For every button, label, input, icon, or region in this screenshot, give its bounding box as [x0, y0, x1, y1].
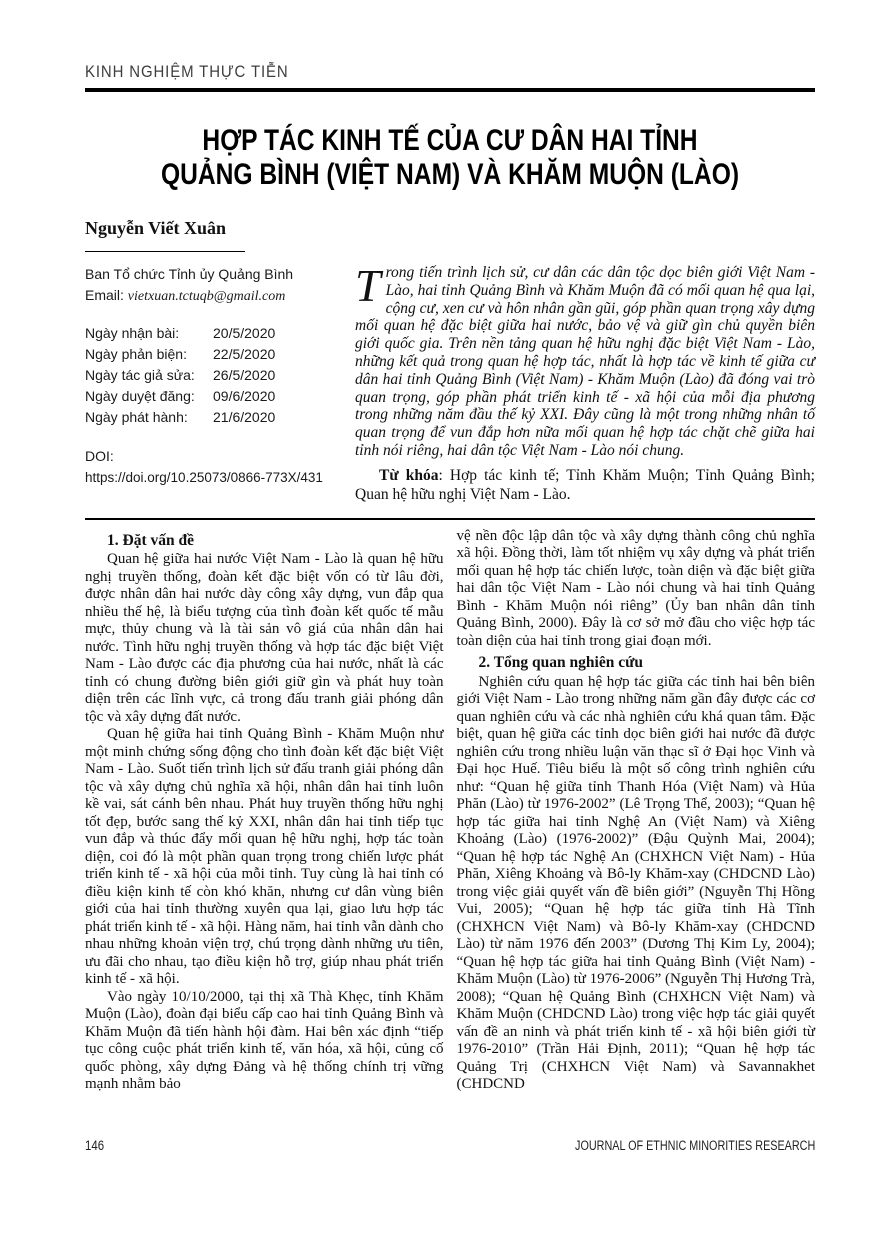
body-paragraph: Nghiên cứu quan hệ hợp tác giữa các tỉnh hai bên biên giới Việt Nam - Lào trong những năm gần đây được các cơ quan nghiên cứu và các nhà nghiên cứu khá quan tâm. Đặc biệt, quan hệ giữa các tỉnh dọc biên giới hai nước đã được nghiên cứu trong nhiều luận văn thạc sĩ ở Đại học Vinh và Đại học Huế. Tiêu biểu là một số công trình nghiên cứu như: “Quan hệ giữa tỉnh Thanh Hóa (Việt Nam) và Hủa Phăn (Lào) từ 1976-2002” (Lê Trọng Thể, 2003); “Quan hệ hợp tác giữa hai tỉnh Nghệ An (Việt Nam) và Xiêng Khoảng (Lào) (1976-2002)” (Đậu Quỳnh Mai, 2004); “Quan hệ hợp tác Nghệ An (CHXHCN Việt Nam) - Hủa Phăn, Xiêng Khoảng và Bô-ly Khăm-xay (CHDCND Lào) trong việc giải quyết vấn đề biên giới” (Nguyễn Thị Hồng Vui, 2005); “Quan hệ hợp tác giữa tỉnh Hà Tĩnh (CHXHCN Việt Nam) và Bô-ly Khăm-xay (CHDCND Lào) từ năm 1976 đến 2003” (Dương Thị Kim Ly, 2004); “Quan hệ hợp tác giữa hai tỉnh Quảng Bình (Việt Nam) - Khăm Muộn (Lào) từ 1976-2006” (Nguyễn Thị Hương Trà, 2008); “Quan hệ Quảng Bình (CHXHCN Việt Nam) và Khăm Muộn (CHDCND Lào) trong việc hợp tác giải quyết vấn đề an ninh và phát triển kinh tế - xã hội biên giới từ 1976-2010” (Trần Hải Định, 2011); “Quan hệ hợp tác Quảng Trị (CHXHCN Việt Nam) và Savannakhet (CHDCND — [456, 673, 815, 1093]
date-value: 22/5/2020 — [213, 346, 276, 362]
article-title — [85, 124, 815, 192]
date-value: 26/5/2020 — [213, 367, 276, 383]
email-label: Email: — [85, 287, 128, 303]
abstract-text: rong tiến trình lịch sử, cư dân các dân tộc dọc biên giới Việt Nam - Lào, hai tỉnh Quảng Bình và Khăm Muộn đã có mối quan hệ qua lại, cộng cư, xen cư và hôn nhân gần gũi, góp phần quan trọng xây dựng mối quan hệ đặc biệt giữa hai nước, bảo vệ và giữ gìn chủ quyền biên giới quốc gia. Trên nền tảng quan hệ hữu nghị đặc biệt Việt Nam - Lào, những kết quả trong quan hệ hợp tác, nhất là hợp tác về kinh tế giữa cư dân hai tỉnh Quảng Bình (Việt Nam) - Khăm Muộn (Lào) đã đóng vai trò quan trọng, góp phần phát triển kinh tế - xã hội của mỗi địa phương trong những năm đầu thế kỷ XXI. Đây cũng là một trong những nhân tố quan trọng để vun đắp hơn nữa mối quan hệ hợp tác chặt chẽ giữa hai tỉnh nói riêng, hai dân tộc Việt Nam - Lào nói chung. — [355, 264, 815, 459]
author-rule — [85, 251, 245, 252]
date-label: Ngày phát hành: — [85, 409, 188, 425]
keywords-text: : Hợp tác kinh tế; Tỉnh Khăm Muộn; Tỉnh Quảng Bình; Quan hệ hữu nghị Việt Nam - Lào. — [355, 466, 815, 503]
abstract-dropcap: T — [355, 260, 381, 311]
body-paragraph: Quan hệ giữa hai nước Việt Nam - Lào là quan hệ hữu nghị truyền thống, đoàn kết đặc biệt vốn có từ lâu đời, được nhân dân hai nước dày công xây dựng, vun đắp qua nhiều thế hệ, là biểu tượng của tình đoàn kết quốc tế mẫu mực, thủy chung và là tài sản vô giá của nhân dân hai nước. Tình hữu nghị truyền thống và hợp tác đặc biệt Việt Nam - Lào được các địa phương của hai nước, nhất là các tỉnh có chung đường biên giới giữ gìn và phát huy toàn diện trên các lĩnh vực, cả trong đấu tranh giải phóng dân tộc và xây dựng đất nước. — [85, 551, 444, 725]
doi-label: DOI: — [85, 448, 114, 464]
body-paragraph: Quan hệ giữa hai tỉnh Quảng Bình - Khăm Muộn như một minh chứng sống động cho tình đoàn kết đặc biệt Việt Nam - Lào. Suốt tiến trình lịch sử đấu tranh giải phóng dân tộc và xây dựng chủ nghĩa xã hội, nhân dân hai tỉnh luôn kề vai, sát cánh bên nhau. Phát huy truyền thống hữu nghị tốt đẹp, bước sang thế kỷ XXI, nhân dân hai tỉnh tiếp tục vun đắp và thúc đẩy mối quan hệ hữu nghị, hợp tác toàn diện, coi đó là một phần quan trọng trong chiến lược phát triển kinh tế - xã hội của mỗi tỉnh. Tuy cùng là hai tỉnh có điều kiện kinh tế còn khó khăn, nhưng cư dân vùng biên giới của hai tỉnh thường xuyên qua lại, giao lưu hợp tác phát triển kinh tế - xã hội. Hàng năm, hai tỉnh vẫn dành cho nhau những khoản viện trợ, chú trọng dành những ưu tiên, ưu đãi cho nhau, tạo điều kiện hỗ trợ, giúp nhau phát triển kinh tế - xã hội. — [85, 726, 444, 988]
date-row-accepted — [85, 386, 340, 407]
section2-heading: 2. Tổng quan nghiên cứu — [478, 654, 644, 672]
date-row-reviewed — [85, 344, 340, 365]
date-row-revised — [85, 365, 340, 386]
section-kicker — [85, 62, 815, 82]
body-columns — [85, 528, 815, 1094]
body-paragraph: Vào ngày 10/10/2000, tại thị xã Thà Khẹc, tỉnh Khăm Muộn (Lào), đoàn đại biểu cấp cao hai tỉnh Quảng Bình và Khăm Muộn đã tiến hành hội đàm. Hai bên xác định “tiếp tục công cuộc phát triển kinh tế, văn hóa, xã hội, củng cố quốc phòng, xây dựng Đảng và hệ thống chính trị vững mạnh nhằm bảo — [85, 988, 444, 1093]
doi-block — [85, 446, 340, 488]
page-content — [85, 0, 815, 1094]
author-name: Nguyễn Viết Xuân — [85, 218, 227, 238]
article-title-line1: HỢP TÁC KINH TẾ CỦA CƯ DÂN HAI TỈNH — [202, 124, 698, 157]
body-paragraph-continued: vệ nền độc lập dân tộc và xây dựng thành công chủ nghĩa xã hội. Đồng thời, làm tốt nhiệm vụ xây dựng và phát triển mối quan hệ hợp tác chiến lược, toàn diện và đặc biệt giữa hai dân tộc Việt Nam - Lào nói chung và hai tỉnh Quảng Bình - Khăm Muộn nói riêng” (Ủy ban nhân dân tỉnh Quảng Bình, 2000). Đây là cơ sở mở đầu cho việc hợp tác toàn diện của hai tỉnh trong giai đoạn mới. — [456, 527, 815, 649]
article-dates — [85, 323, 340, 428]
keywords-paragraph — [355, 466, 815, 504]
body-column-right — [457, 528, 816, 1094]
date-label: Ngày duyệt đăng: — [85, 388, 195, 404]
article-title-line2: QUẢNG BÌNH (VIỆT NAM) VÀ KHĂM MUỘN (LÀO) — [160, 158, 740, 191]
keywords-label: Từ khóa — [379, 466, 439, 484]
section1-heading: 1. Đặt vấn đề — [107, 531, 194, 549]
body-divider-rule — [85, 518, 815, 520]
date-value: 09/6/2020 — [213, 388, 276, 404]
abstract-column — [355, 260, 815, 504]
email-value: vietxuan.tctuqb@gmail.com — [127, 289, 286, 304]
page-footer — [85, 1138, 815, 1153]
header-rule — [85, 88, 815, 92]
abstract-paragraph — [355, 260, 815, 460]
date-label: Ngày nhận bài: — [85, 325, 180, 341]
page-number: 146 — [85, 1138, 105, 1153]
author-email-line — [85, 285, 340, 307]
date-row-received — [85, 323, 340, 344]
author-info-column — [85, 264, 340, 504]
date-value: 20/5/2020 — [213, 325, 276, 341]
date-label: Ngày tác giả sửa: — [85, 367, 195, 383]
author-affiliation: Ban Tổ chức Tỉnh ủy Quảng Bình — [85, 266, 294, 282]
doi-link[interactable]: https://doi.org/10.25073/0866-773X/431 — [85, 470, 323, 485]
date-value: 21/6/2020 — [213, 409, 276, 425]
body-column-left — [85, 528, 444, 1094]
journal-name: JOURNAL OF ETHNIC MINORITIES RESEARCH — [574, 1138, 815, 1153]
date-row-published — [85, 407, 340, 428]
meta-abstract-row — [85, 260, 815, 504]
date-label: Ngày phản biện: — [85, 346, 187, 362]
section-kicker-label: KINH NGHIỆM THỰC TIỄN — [85, 62, 289, 81]
